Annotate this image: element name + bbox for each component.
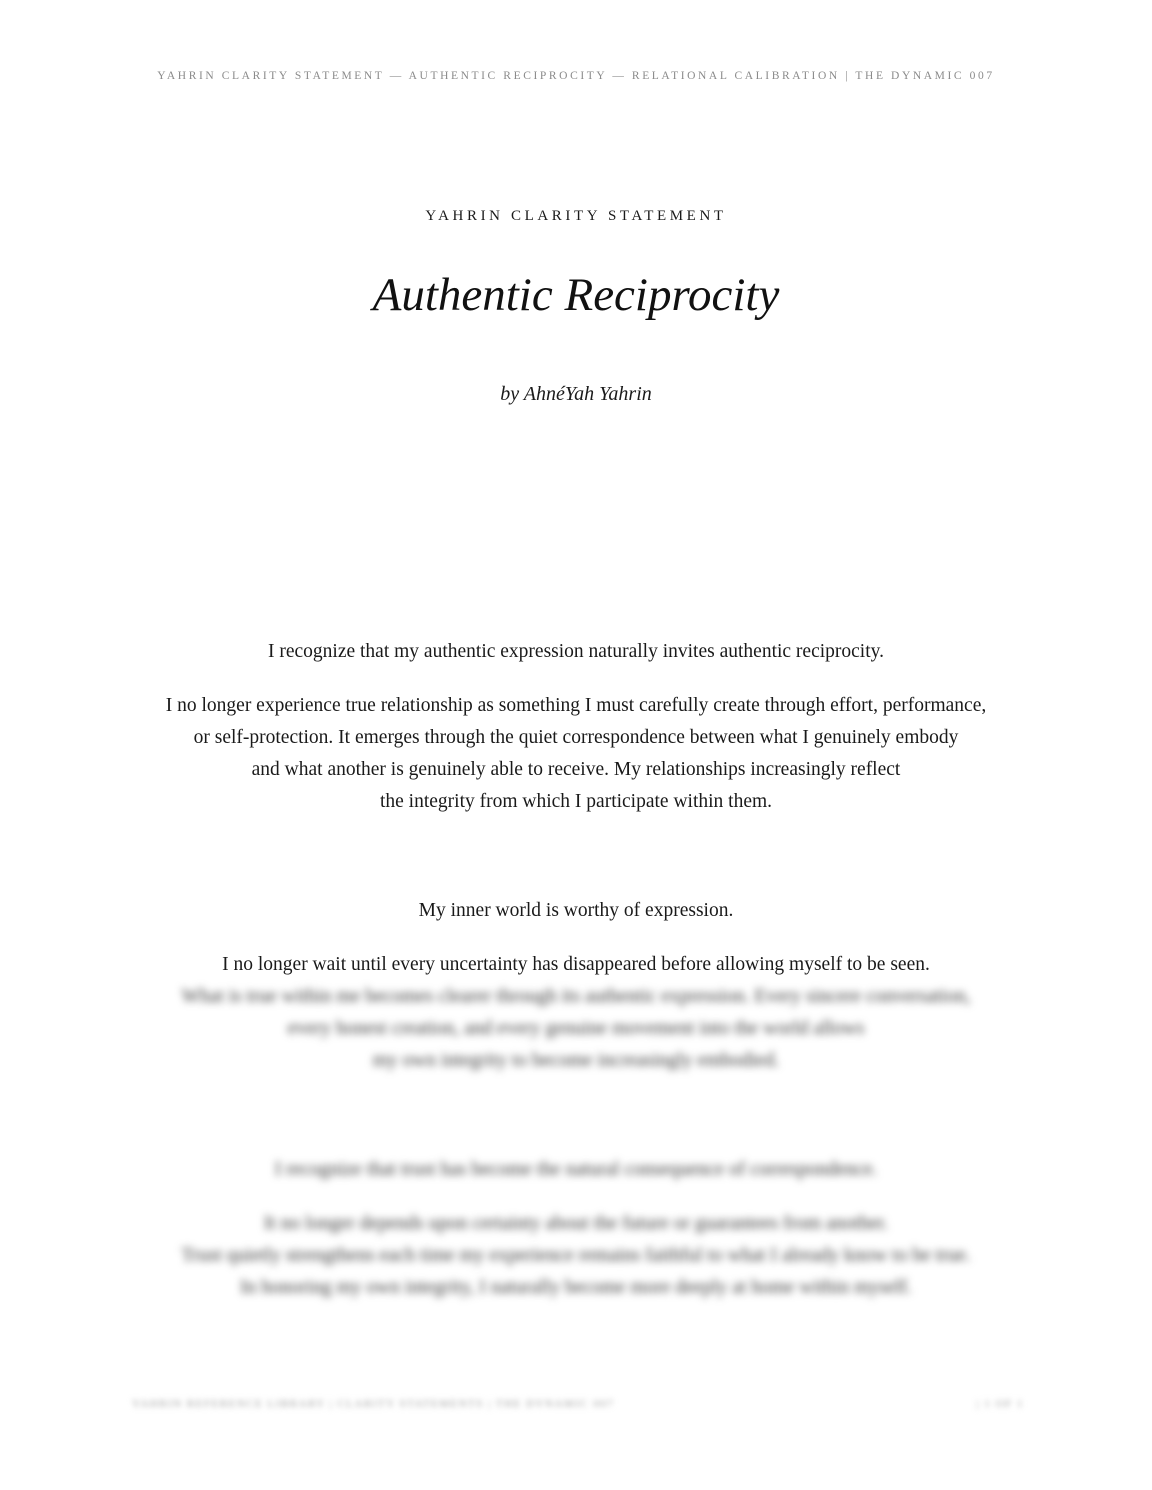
running-header: YAHRIN CLARITY STATEMENT — AUTHENTIC RECIPROCITY — RELATIONAL CALIBRATION | THE DYNAMIC 007 [157,70,995,82]
blurred-body-line: every honest creation, and every genuine movement into the world allows [287,1018,865,1039]
section-3-lead [0,1154,1152,1186]
section-2-body [0,949,1152,1077]
lead-line: I recognize that my authentic expression naturally invites authentic reciprocity. [267,641,884,662]
blurred-body-line: What is true within me becomes clearer through its authentic expression. Every sincere conversation, [181,986,971,1007]
lead-line: My inner world is worthy of expression. [418,900,734,921]
footer-left: YAHRIN REFERENCE LIBRARY | CLARITY STATEMENTS | THE DYNAMIC 007 [132,1398,615,1410]
blurred-body-line: my own integrity to become increasingly embodied. [372,1050,780,1071]
blurred-lead-line: I recognize that trust has become the natural consequence of correspondence. [274,1159,878,1180]
footer-page-number: | 1 OF 1 [976,1398,1024,1410]
document-title: Authentic Reciprocity [372,269,780,321]
section-1-lead [0,636,1152,668]
section-2-lead [0,895,1152,927]
body-line: the integrity from which I participate within them. [379,791,773,812]
blurred-body-line: Trust quietly strengthens each time my experience remains faithful to what I already know to be true. [181,1245,971,1266]
body-line: I no longer experience true relationship as something I must carefully create through effort, performance, [165,695,987,716]
body-line: I no longer wait until every uncertainty has disappeared before allowing myself to be seen. [222,954,930,975]
section-1-body [0,690,1152,818]
blurred-body-line: In honoring my own integrity, I naturally become more deeply at home within myself. [240,1277,912,1298]
section-3-body [0,1208,1152,1304]
blurred-body-line: It no longer depends upon certainty about the future or guarantees from another. [263,1213,889,1234]
document-kicker: YAHRIN CLARITY STATEMENT [425,208,727,224]
author-byline: by AhnéYah Yahrin [500,383,652,405]
body-line: and what another is genuinely able to receive. My relationships increasingly reflect [251,759,901,780]
body-line: or self-protection. It emerges through the quiet correspondence between what I genuinely embody [193,727,959,748]
